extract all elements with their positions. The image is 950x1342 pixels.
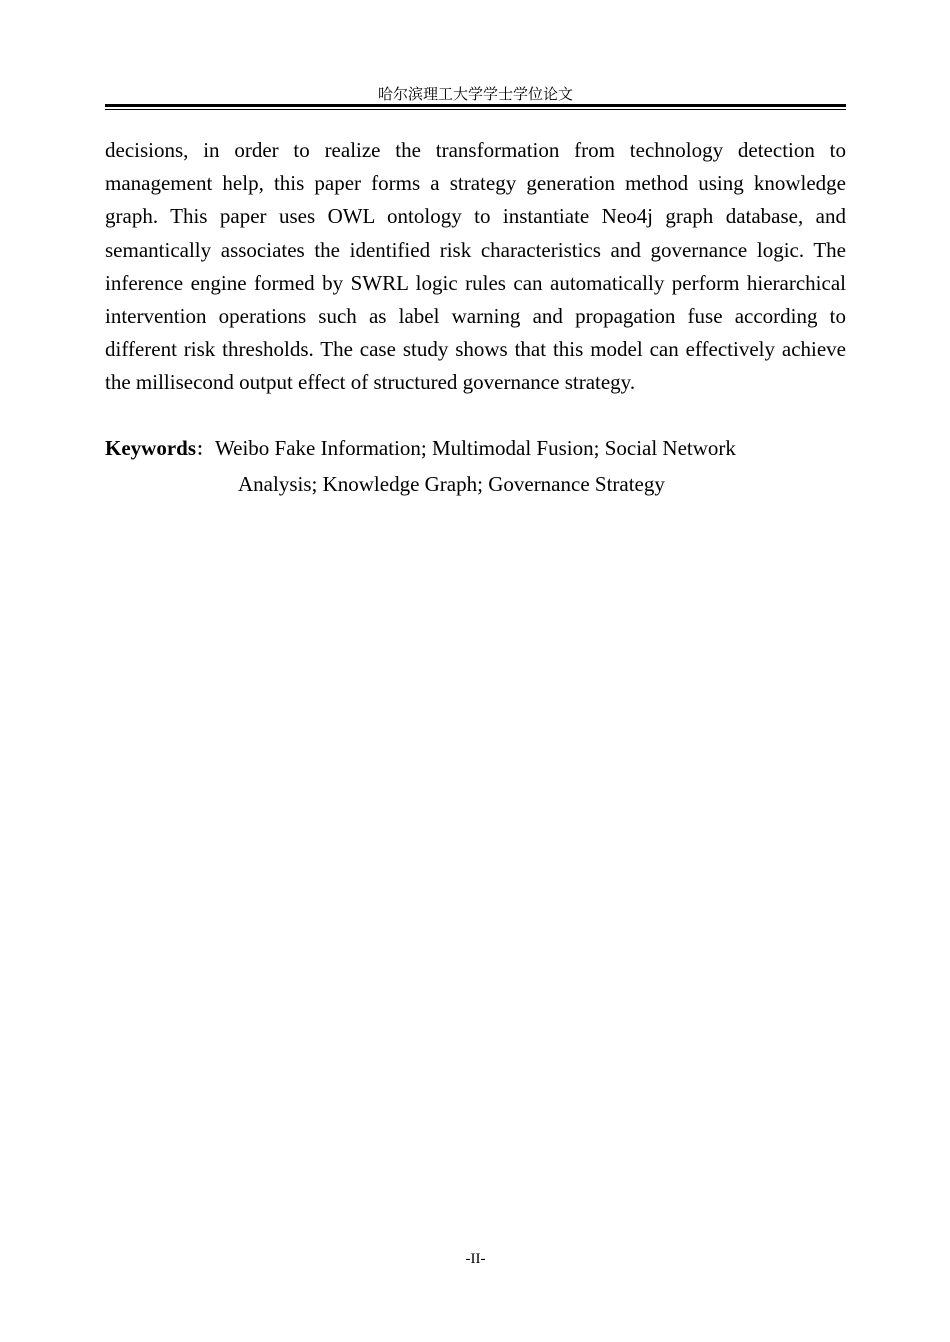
abstract-line: management help, this paper forms a strategy generation method using knowledge [105, 171, 846, 196]
page-number: -II- [465, 1251, 486, 1267]
header-rule-thin [105, 109, 846, 110]
abstract-line: intervention operations such as label warning and propagation fuse according to [105, 304, 846, 329]
keywords-label: Keywords [105, 436, 196, 460]
running-header: 哈尔滨理工大学学士学位论文 [377, 85, 573, 103]
abstract-line: the millisecond output effect of structured governance strategy. [105, 370, 636, 395]
abstract-line: decisions, in order to realize the transformation from technology detection to [105, 138, 846, 162]
keywords-block [105, 431, 846, 501]
keywords-row-1 [105, 431, 846, 467]
keywords-text-line-1: Weibo Fake Information; Multimodal Fusion; Social Network [215, 436, 736, 460]
abstract-line: different risk thresholds. The case study shows that this model can effectively achieve [105, 337, 846, 362]
keywords-separator: ： [196, 440, 213, 460]
keywords-text-line-2: Analysis; Knowledge Graph; Governance Strategy [238, 472, 665, 496]
abstract-paragraph [105, 134, 846, 400]
abstract-line: inference engine formed by SWRL logic rules can automatically perform hierarchical [105, 270, 846, 295]
abstract-line: graph. This paper uses OWL ontology to instantiate Neo4j graph database, and [105, 204, 846, 229]
abstract-line: semantically associates the identified risk characteristics and governance logic. The [105, 237, 846, 262]
header-rule-thick [105, 104, 846, 107]
keywords-row-2 [105, 467, 846, 501]
